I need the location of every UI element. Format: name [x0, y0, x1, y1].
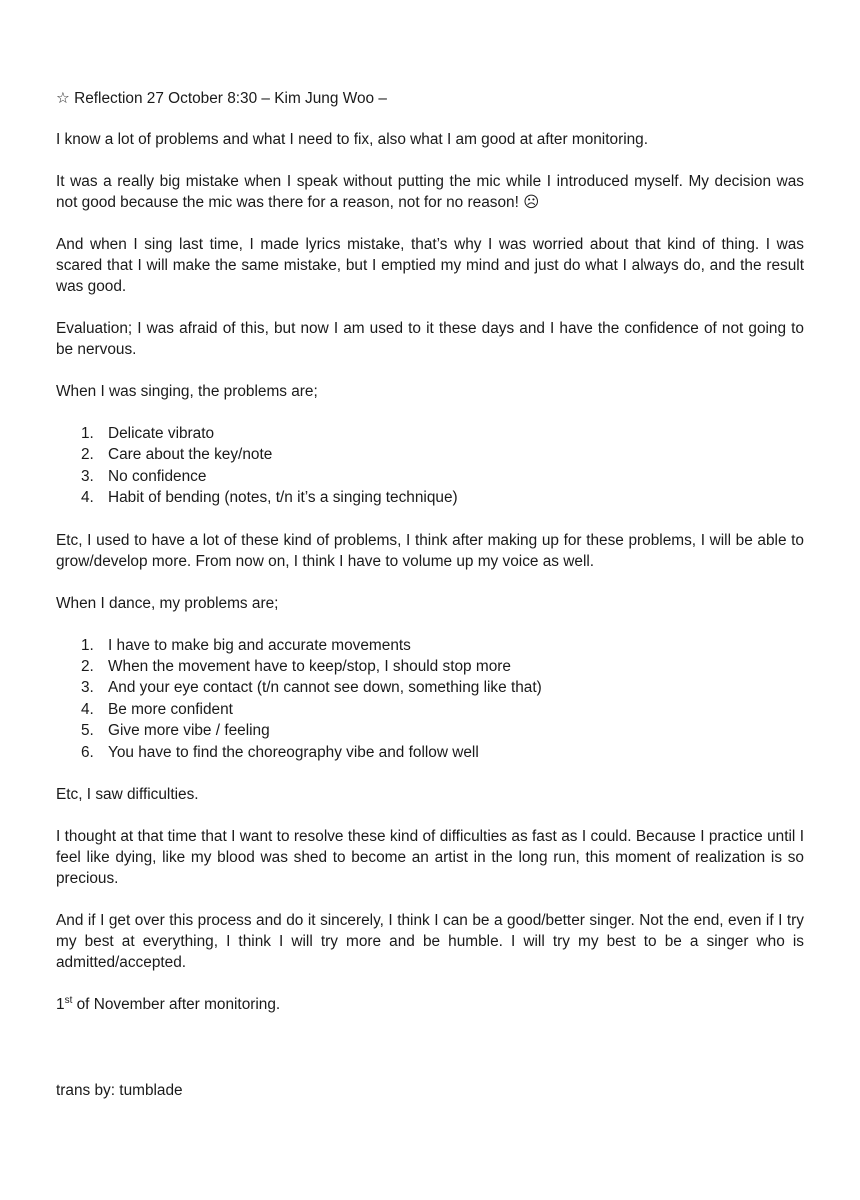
list-number: 3.: [81, 467, 94, 485]
list-number: 2.: [81, 446, 94, 464]
translator-credit: trans by: tumblade: [56, 1082, 183, 1100]
closing-ordinal: st: [64, 994, 73, 1006]
list-number: 4.: [81, 489, 94, 507]
closing-date-line: [56, 994, 804, 1015]
list-text: I have to make big and accurate movements: [108, 636, 411, 654]
list-item: [56, 742, 804, 763]
list-number: 4.: [81, 700, 94, 718]
closing-day: 1: [56, 996, 65, 1014]
list-number: 3.: [81, 679, 94, 697]
paragraph-singing-intro: When I was singing, the problems are;: [56, 383, 318, 400]
list-number: 6.: [81, 743, 94, 761]
list-item: [56, 444, 804, 465]
paragraph-mic-mistake: It was a really big mistake when I speak without putting the mic while I introduced myself. My decision was not good because the mic was there for a reason, not for no reason! ☹: [56, 173, 804, 211]
list-number: 1.: [81, 425, 94, 442]
list-item: [56, 466, 804, 487]
list-text: Be more confident: [108, 700, 233, 718]
list-text: You have to find the choreography vibe and follow well: [108, 743, 479, 761]
document-page: [56, 88, 804, 1122]
list-text: Give more vibe / feeling: [108, 722, 270, 740]
list-number: 2.: [81, 658, 94, 676]
list-item: [56, 677, 804, 698]
list-text: Habit of bending (notes, t/n it’s a singing technique): [108, 489, 458, 507]
singing-problems-list: [56, 423, 804, 509]
document-title: ☆ Reflection 27 October 8:30 – Kim Jung Woo –: [56, 90, 387, 107]
paragraph-singer: And if I get over this process and do it sincerely, I think I can be a good/better singer. Not the end, even if I try my best at everything, I think I will try more and be humble. I will try my best to be a singer who is admitted/accepted.: [56, 912, 804, 972]
list-item: [56, 656, 804, 677]
list-text: Delicate vibrato: [108, 425, 215, 442]
paragraph-dance-intro: When I dance, my problems are;: [56, 594, 279, 612]
list-item: [56, 635, 804, 656]
paragraph-resolve: I thought at that time that I want to resolve these kind of difficulties as fast as I could. Because I practice until I feel like dying, like my blood was shed to become an artist in the long run, this moment of realization is so precious.: [56, 828, 804, 888]
list-text: Care about the key/note: [108, 446, 273, 464]
dance-problems-list: [56, 635, 804, 763]
list-text: And your eye contact (t/n cannot see down, something like that): [108, 679, 542, 697]
list-item: [56, 720, 804, 741]
list-text: No confidence: [108, 467, 207, 485]
paragraph-difficulties: Etc, I saw difficulties.: [56, 786, 199, 804]
closing-text: of November after monitoring.: [72, 996, 281, 1014]
list-item: [56, 487, 804, 508]
list-item: [56, 699, 804, 720]
paragraph-grow: Etc, I used to have a lot of these kind of problems, I think after making up for these problems, I will be able to grow/develop more. From now on, I think I have to volume up my voice as well.: [56, 531, 804, 570]
paragraph-evaluation: Evaluation; I was afraid of this, but now I am used to it these days and I have the confidence of not going to be nervous.: [56, 320, 804, 358]
spacer: [56, 1036, 804, 1080]
list-item: [56, 423, 804, 444]
paragraph-lyrics-mistake: And when I sing last time, I made lyrics mistake, that’s why I was worried about that kind of thing. I was scared that I will make the same mistake, but I emptied my mind and just do what I always do, and the result was good.: [56, 236, 804, 295]
paragraph-monitoring: I know a lot of problems and what I need to fix, also what I am good at after monitoring.: [56, 131, 649, 148]
list-number: 1.: [81, 636, 94, 654]
list-number: 5.: [81, 722, 94, 740]
list-text: When the movement have to keep/stop, I should stop more: [108, 658, 511, 676]
